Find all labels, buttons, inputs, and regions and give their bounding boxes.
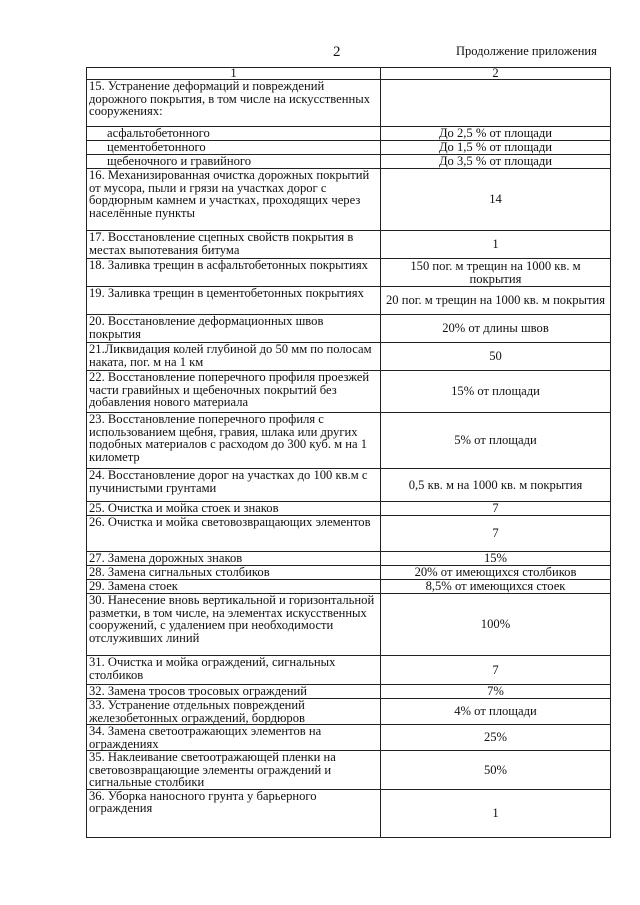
row-value: 100% <box>381 594 611 656</box>
row-description: 27. Замена дорожных знаков <box>87 552 381 566</box>
table-row <box>87 656 611 685</box>
table-row <box>87 751 611 790</box>
table-row <box>87 315 611 343</box>
row-description: 36. Уборка наносного грунта у барьерного ограждения <box>87 789 381 837</box>
table-row <box>87 413 611 469</box>
row-value <box>381 80 611 127</box>
table-row <box>87 580 611 594</box>
row-description: щебеночного и гравийного <box>87 155 381 169</box>
row-value: 20% от имеющихся столбиков <box>381 566 611 580</box>
row-description: 28. Замена сигнальных столбиков <box>87 566 381 580</box>
row-value: 25% <box>381 725 611 751</box>
row-description: 30. Нанесение вновь вертикальной и горизонтальной разметки, в том числе, на элементах искусственных сооружений, с удалением при необходимости отслуживших линий <box>87 594 381 656</box>
table-row <box>87 469 611 502</box>
table-row <box>87 789 611 837</box>
table-row <box>87 287 611 315</box>
table-row <box>87 594 611 656</box>
row-value: 15% от площади <box>381 371 611 413</box>
row-description: 15. Устранение деформаций и повреждений дорожного покрытия, в том числе на искусственных сооружениях: <box>87 80 381 127</box>
table-row <box>87 127 611 141</box>
table-row <box>87 259 611 287</box>
row-value: 150 пог. м трещин на 1000 кв. м покрытия <box>381 259 611 287</box>
continuation-label: Продолжение приложения <box>456 44 597 58</box>
row-value: 50 <box>381 343 611 371</box>
row-description: 29. Замена стоек <box>87 580 381 594</box>
table-row <box>87 231 611 259</box>
table-row <box>87 502 611 516</box>
row-value: 15% <box>381 552 611 566</box>
norms-table <box>86 67 611 838</box>
row-description: 23. Восстановление поперечного профиля с использованием щебня, гравия, шлака или других подобных материалов с расходом до 300 куб. м на 1 километр <box>87 413 381 469</box>
row-description: цементобетонного <box>87 141 381 155</box>
row-description: 33. Устранение отдельных повреждений железобетонных ограждений, бордюров <box>87 699 381 725</box>
row-description: 17. Восстановление сцепных свойств покрытия в местах выпотевания битума <box>87 231 381 259</box>
row-description: 16. Механизированная очистка дорожных покрытий от мусора, пыли и грязи на участках дорог с бордюрным камнем и участках, проходящих через населённые пункты <box>87 169 381 231</box>
table-row <box>87 169 611 231</box>
row-description: 18. Заливка трещин в асфальтобетонных покрытиях <box>87 259 381 287</box>
row-value: До 2,5 % от площади <box>381 127 611 141</box>
row-value: До 3,5 % от площади <box>381 155 611 169</box>
row-description: 20. Восстановление деформационных швов покрытия <box>87 315 381 343</box>
row-description: 25. Очистка и мойка стоек и знаков <box>87 502 381 516</box>
row-description: 35. Наклеивание светоотражающей пленки на световозвращающие элементы ограждений и сигнальные столбики <box>87 751 381 790</box>
column-header-2: 2 <box>381 68 611 80</box>
row-description: 22. Восстановление поперечного профиля проезжей части гравийных и щебеночных покрытий без добавления нового материала <box>87 371 381 413</box>
row-value: 7 <box>381 656 611 685</box>
table-row <box>87 685 611 699</box>
table-row <box>87 141 611 155</box>
row-value: 7% <box>381 685 611 699</box>
table-row <box>87 566 611 580</box>
table-row <box>87 80 611 127</box>
row-value: 7 <box>381 502 611 516</box>
row-description: 26. Очистка и мойка световозвращающих элементов <box>87 516 381 552</box>
table-row <box>87 725 611 751</box>
table-row <box>87 552 611 566</box>
row-value: 1 <box>381 789 611 837</box>
row-value: 50% <box>381 751 611 790</box>
row-value: 0,5 кв. м на 1000 кв. м покрытия <box>381 469 611 502</box>
row-value: 7 <box>381 516 611 552</box>
row-description: 19. Заливка трещин в цементобетонных покрытиях <box>87 287 381 315</box>
table-row <box>87 155 611 169</box>
row-description: 31. Очистка и мойка ограждений, сигнальных столбиков <box>87 656 381 685</box>
row-value: До 1,5 % от площади <box>381 141 611 155</box>
row-description: 32. Замена тросов тросовых ограждений <box>87 685 381 699</box>
row-description: 24. Восстановление дорог на участках до 100 кв.м с пучинистыми грунтами <box>87 469 381 502</box>
column-header-1: 1 <box>87 68 381 80</box>
table-row <box>87 699 611 725</box>
table-row <box>87 371 611 413</box>
table-row <box>87 343 611 371</box>
row-description: 34. Замена светоотражающих элементов на ограждениях <box>87 725 381 751</box>
row-value: 5% от площади <box>381 413 611 469</box>
page-number: 2 <box>333 44 341 60</box>
table-row <box>87 516 611 552</box>
row-description: асфальтобетонного <box>87 127 381 141</box>
table-header-row <box>87 68 611 80</box>
row-value: 14 <box>381 169 611 231</box>
row-description: 21.Ликвидация колей глубиной до 50 мм по полосам наката, пог. м на 1 км <box>87 343 381 371</box>
row-value: 1 <box>381 231 611 259</box>
row-value: 20 пог. м трещин на 1000 кв. м покрытия <box>381 287 611 315</box>
row-value: 8,5% от имеющихся стоек <box>381 580 611 594</box>
row-value: 20% от длины швов <box>381 315 611 343</box>
row-value: 4% от площади <box>381 699 611 725</box>
